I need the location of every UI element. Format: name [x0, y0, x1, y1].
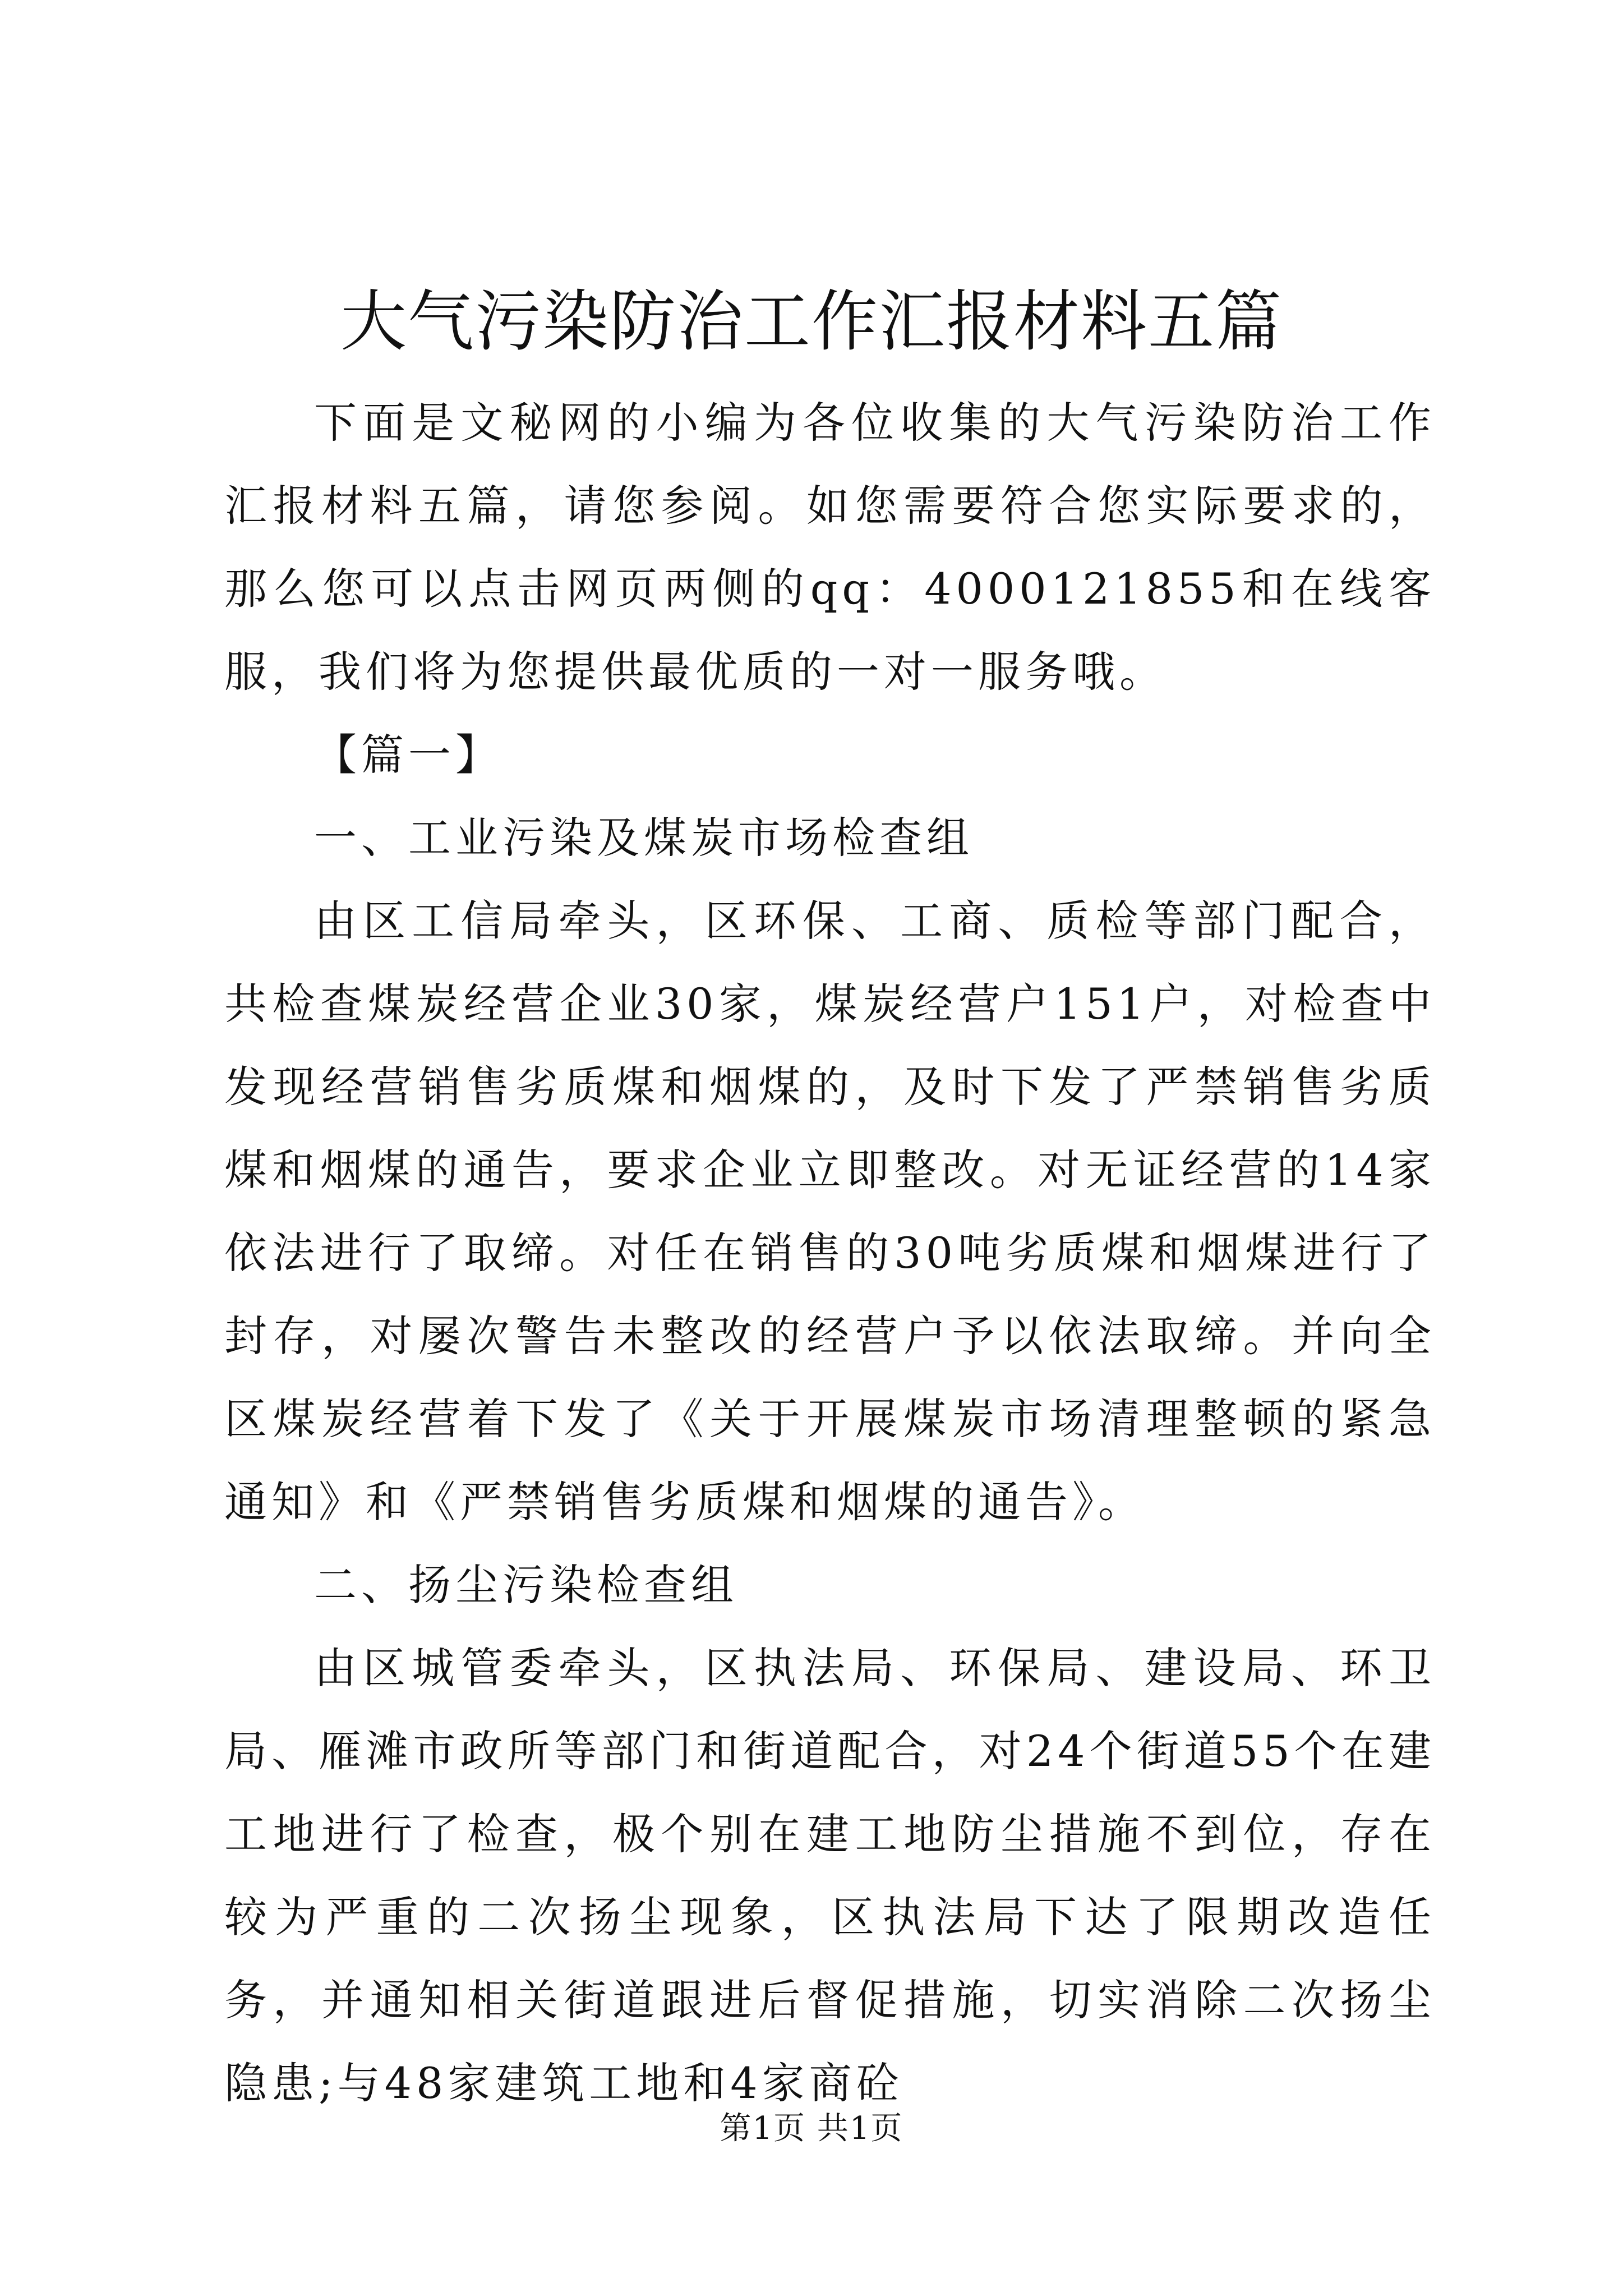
section-heading-part-one: 【篇一】 — [314, 730, 502, 780]
subheading-industrial-coal-group: 一、工业污染及煤炭市场检查组 — [314, 813, 974, 863]
intro-paragraph: 下面是文秘网的小编为各位收集的大气污染防治工作汇报材料五篇，请您参阅。如您需要符合您实际要求的，那么您可以点击网页两侧的qq：4000121855和在线客服，我们将为您提供最优质的一对一服务哦。 — [224, 398, 1436, 697]
industrial-coal-paragraph: 由区工信局牵头，区环保、工商、质检等部门配合，共检查煤炭经营企业30家，煤炭经营户151户，对检查中发现经营销售劣质煤和烟煤的，及时下发了严禁销售劣质煤和烟煤的通告，要求企业立即整改。对无证经营的14家依法进行了取缔。对任在销售的30吨劣质煤和烟煤进行了封存，对屡次警告未整改的经营户予以依法取缔。并向全区煤炭经营着下发了《关于开展煤炭市场清理整顿的紧急通知》和《严禁销售劣质煤和烟煤的通告》。 — [224, 896, 1436, 1527]
document-body — [224, 381, 1436, 2125]
page-footer: 第1页 共1页 — [720, 2110, 903, 2147]
subheading-dust-group: 二、扬尘污染检查组 — [314, 1560, 738, 1610]
dust-group-paragraph: 由区城管委牵头，区执法局、环保局、建设局、环卫局、雁滩市政所等部门和街道配合，对24个街道55个在建工地进行了检查，极个别在建工地防尘措施不到位，存在较为严重的二次扬尘现象，区执法局下达了限期改造任务，并通知相关街道跟进后督促措施，切实消除二次扬尘隐患;与48家建筑工地和4家商砼 — [224, 1643, 1436, 2108]
page-title: 大气污染防治工作汇报材料五篇 — [340, 283, 1283, 360]
